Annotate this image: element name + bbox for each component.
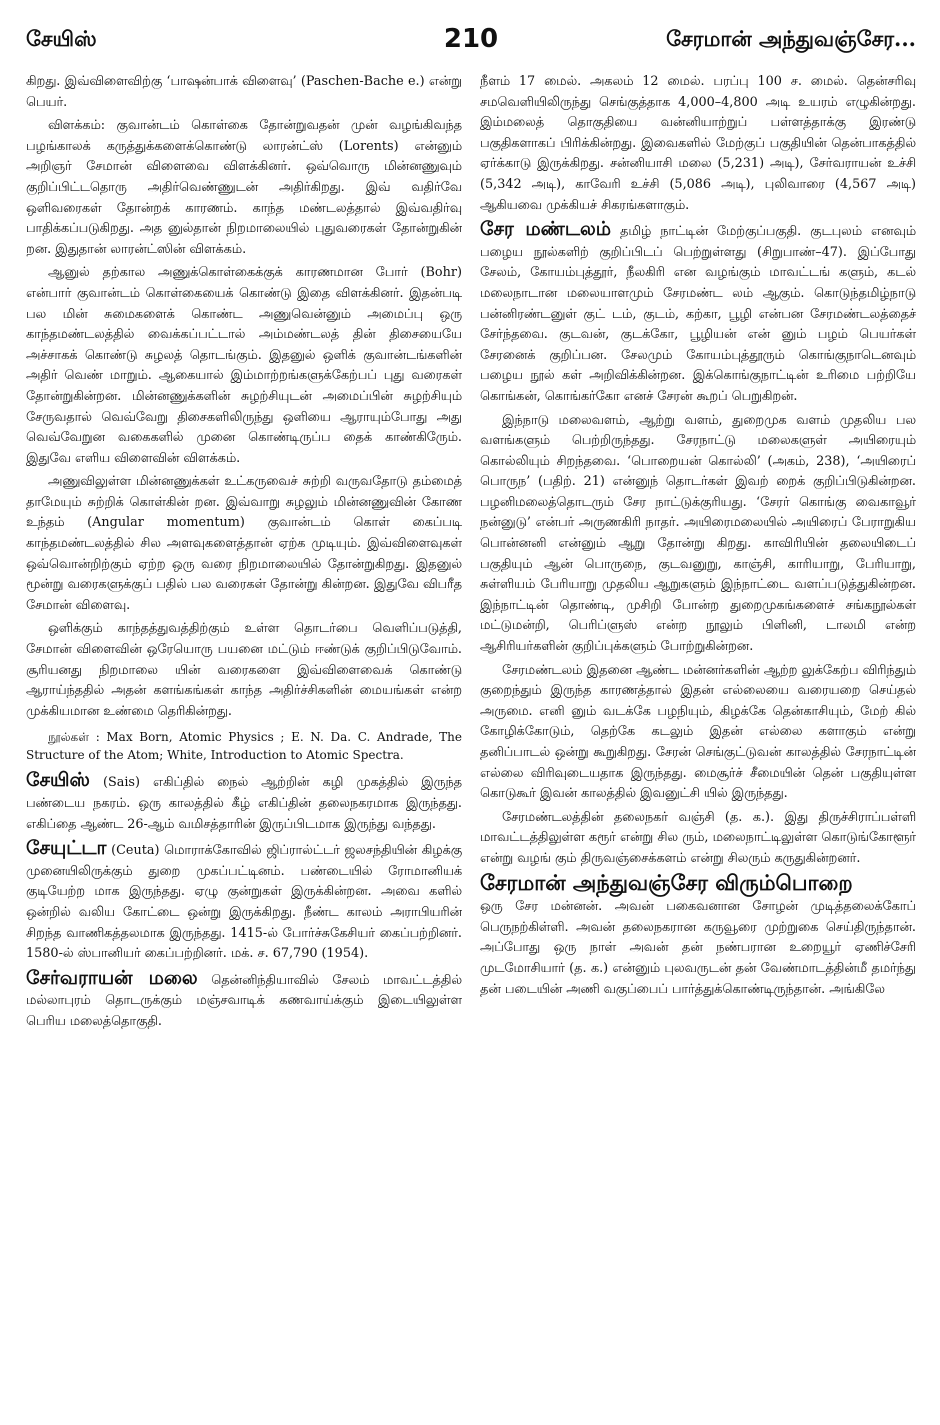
entry-body: ஒரு சேர மன்னன். அவன் பகைவனான சோழன் முடித்தலைக்கோப் பெருநற்கிள்ளி. அவன் தலைநகரான கருவூரை முற்றுகை செய்திருந்தான். அப்போது ஒரு நாள் அவன் தன் நண்பரான உறையூர் ஏணிச்சேரி முடமோசியார் (த. க.) என்னும் புலவருடன் தன் வேண்மாடத்தின்மீ தமர்ந்து தன் படையின் அணி வகுப்பைப் பார்த்துக்கொண்டிருந்தான். அங்கிலே xyxy=(480,899,916,997)
paragraph: சேரமண்டலம் இதனை ஆண்ட மன்னர்களின் ஆற்ற லுக்கேற்ப விரிந்தும் குறைந்தும் இருந்த காரணத்தால் இதன் எல்லையை வரையறை செய்தல் அருமை. எனி னும் வடக்கே பழநியும், கிழக்கே தென்காசியும், மேற் கில் கோழிக்கோடும், தெற்கே கடலும் இதன் எல்லை களாகும் என்று தனிப்பாடல் ஒன்று கூறுகிறது. சேரன் செங்குட்டுவன் காலத்தில் சேரநாட்டின் எல்லை விரிவுடையதாக இருந்தது. மைசூர்ச் சீமையின் தென் பகுதியுள்ள கொடுகூர் இவன் காலத்தில் இவனுட்சி யில் இருந்தது. xyxy=(480,662,916,802)
header-left-keyword: சேயிஸ் xyxy=(26,26,97,51)
paragraph: இந்நாடு மலைவளம், ஆற்று வளம், துறைமுக வளம் முதலிய பல வளங்களும் பெற்றிருந்தது. சேரநாட்டு மலைகளுள் அயிரையும் கொல்லியும் சிறந்தவை. ‘பொறையன் கொல்லி’ (அகம், 238), ‘அயிரைப் பொருந’ (பதிற். 21) என்னுந் தொடர்கள் இவற் றைக் குறிப்பிடுகின்றன. பழனிமலைத்தொடரும் சேர நாட்டுக்குரியது. ‘சேரர் கொங்கு வைகாவூர் நன்னுடு’ என்பர் அருணகிரி நாதர். அயிரைமலையில் அயிரைப் பேராறுகிய பொன்னனி என்னும் ஆறு தோன்று கிறது. காவிரியின் தலையிடைப் பகுதியும் ஆன் பொருநை, குடவனுறு, காஞ்சி, காரியாறு, பேரியாறு, சுள்ளியம் பேரியாறு முதலிய ஆறுகளும் இந்நாட்டை வளப்படுத்துகின்றன. இந்நாட்டின் தொண்டி, முசிறி போன்ற துறைமுகங்களைச் சங்கநூல்கள் மட்டுமன்றி, பெரிப்ளுஸ் என்ற நூலும் பிளினி, டாலமி என்ற ஆசிரியர்களின் குறிப்புக்களும் போற்றுகின்றன. xyxy=(480,412,916,655)
left-column xyxy=(26,72,462,1412)
header-right-keyword: சேரமான் அந்துவஞ்சேர... xyxy=(666,26,916,51)
entry-body: (Ceuta) மொராக்கோவில் ஜிப்ரால்ட்டர் ஜலசந்தியின் கிழக்கு முனையிலிருக்கும் துறை முகப்பட்டினம். பண்டையில் ரோமானியக் குடியேற்ற மாக இருந்தது. ஏழு குன்றுகள் இருக்கின்றன. அவை களில் ஒன்றில் வலிய கோட்டை ஒன்று இருக்கிறது. நீண்ட காலம் அராபியரின் சிறந்த வாணிகத்தலமாக இருந்தது. 1415-ல் போர்ச்சுகேசியர் கைப்பற்றினர். 1580-ல் ஸ்பானியர் கைப்பற்றினர். மக். ச. 67,790 (1954). xyxy=(26,843,462,962)
paragraph: அணுவிலுள்ள மின்னணுக்கள் உட்கருவைச் சுற்றி வருவதோடு தம்மைத் தாமேயும் சுற்றிக் கொள்கின் றன. இவ்வாறு சுழலும் மின்னணுவின் கோண உந்தம் (Angular momentum) குவான்டம் கொள் கைப்படி காந்தமண்டலத்தில் சில அளவுகளைத்தான் ஏற்க முடியும். இவ்விளைவுகள் ஒவ்வொன்றிற்கும் ஏற்ற ஒரு வரை நிறமாலையில் தோன்றுகிறது. இதனுல் மூன்று வரைகளுக்குப் பதில் பல வரைகள் தோன்று கின்றன. இதுவே விபரீத சேமான் விளைவு. xyxy=(26,474,462,613)
paragraph: ஆனுல் தற்கால அணுக்கொள்கைக்குக் காரணமான போர் (Bohr) என்பார் குவான்டம் கொள்கையைக் கொண்டு இதை விளக்கினர். இதன்படி பல மின் சுமைகளைக் கொண்ட அணுவென்னும் அமைப்பு ஒரு காந்தமண்டலத்தில் வைக்கப்பட்டால் அம்மண்டலத் தின் திசையையே அச்சாகக் கொண்டு சுழலத் தொடங்கும். இதனுல் ஒளிக் குவான்டங்களின் அதிர் வெண் மாறும். ஆகையால் இம்மாற்றங்களுக்கேற்பப் புது வரைகள் தோன்றுகின்றன. மின்னணுக்களின் சுழற்சியுடன் அமைப்பின் சுழற்சியும் சேருவதால் வெவ்வேறு திசைகளிலிருந்து ஒளியை ஆராயும்போது அது வெவ்வேறுன வகைகளில் முனை கொண்டிருப்ப தைக் காண்கிருேம். இதுவே எளிய விளைவின் விளக்கம். xyxy=(26,265,462,466)
paragraph: நீளம் 17 மைல். அகலம் 12 மைல். பரப்பு 100 ச. மைல். தென்சரிவு சமவெளியிலிருந்து செங்குத்தாக 4,000–4,800 அடி உயரம் எழுகின்றது. இம்மலைத் தொகுதியை வன்னியாற்றுப் பள்ளத்தாக்கு இரண்டு பகுதிகளாகப் பிரிக்கின்றது. இவைகளில் மேற்குப் பகுதியின் தென்பாகத்தில் ஏர்க்காடு இருக்கிறது. சன்னியாசி மலை (5,231) அடி), சேர்வராயன் உச்சி (5,342 அடி), காவேரி உச்சி (5,086 அடி), புலிவாரை (4,567 அடி) ஆகியவை முக்கியச் சிகரங்களாகும். xyxy=(480,74,916,213)
references: நூல்கள் : Max Born, Atomic Physics ; E. N. Da. C. Andrade, The Structure of the Atom; White, Introduction to Atomic Spectra. xyxy=(26,730,462,763)
entry-sais xyxy=(26,770,462,835)
entry-body: தென்னிந்தியாவில் சேலம் மாவட்டத்தில் மல்லாபுரம் தொடருக்கும் மஞ்சவாடிக் கணவாய்க்கும் இடையிலுள்ள பெரிய மலைத்தொகுதி. xyxy=(26,972,462,1029)
paragraph: சேரமண்டலத்தின் தலைநகர் வஞ்சி (த. க.). இது திருச்சிராப்பள்ளி மாவட்டத்திலுள்ள கரூர் என்று சில ரும், மலைநாட்டிலுள்ள கொடுங்கோளூர் என்று வழங் கும் திருவஞ்சைக்களம் என்று சிலரும் கருதுகின்றனர். xyxy=(480,809,916,866)
paragraph: கிறது. இவ்விளைவிற்கு ‘பாஷன்பாக் விளைவு’ (Paschen-Bache e.) என்று பெயர். xyxy=(26,74,462,110)
entry-body: (Sais) எகிப்தில் நைல் ஆற்றின் கழி முகத்தில் இருந்த பண்டைய நகரம். ஒரு காலத்தில் கீழ் எகிப்தின் தலைநகரமாக இருந்தது. எகிப்தை ஆண்ட 26-ஆம் வமிசத்தாரின் இருப்பிடமாக இருந்து வந்தது. xyxy=(26,775,462,832)
page-header xyxy=(26,8,916,54)
entry-sera-mandalam xyxy=(480,219,916,407)
entry-headword: சேரமான் அந்துவஞ்சேர விரும்பொறை xyxy=(480,869,853,895)
page-number: 210 xyxy=(443,24,499,54)
paragraph: விளக்கம்: குவான்டம் கொள்கை தோன்றுவதன் முன் வழங்கிவந்த பழங்காலக் கருத்துக்களைக்கொண்டு லாரன்ட்ஸ் (Lorents) என்னும் அறிஞர் சேமான் விளைவை விளக்கினர். ஒவ்வொரு மின்னணுவும் குறிப்பிட்டதொரு அதிர்வெண்ணுடன் அதிர்கிறது. இவ் வதிர்வே ஒளிவரைகள் தோன்றக் காரணம். காந்த மண்டலத்தால் இவ்வதிர்வு பாதிக்கப்படுகிறது. அத னுல்தான் நிறமாலையில் புதுவரைகள் தோன்றுகின் றன. இதுதான் லாரன்ட்ஸின் விளக்கம். xyxy=(26,118,462,257)
entry-headword: சேயுட்டா xyxy=(26,837,107,860)
entry-headword: சேர்வராயன் மலை xyxy=(26,966,198,989)
entry-headword: சேயிஸ் xyxy=(26,769,90,792)
entry-headword: சேர மண்டலம் xyxy=(480,218,612,241)
entry-ceuta xyxy=(26,838,462,965)
right-column xyxy=(480,72,916,1412)
paragraph: ஒளிக்கும் காந்தத்துவத்திற்கும் உள்ள தொடர்பை வெளிப்படுத்தி, சேமான் விளைவின் ஒரேயொரு பயனை மட்டும் ஈண்டுக் குறிப்பிடுவோம். சூரியனது நிறமாலை யின் வரைகளை இவ்விளைவைக் கொண்டு ஆராய்ந்ததில் அதன் களங்கங்கள் காந்த அதிர்ச்சிகளின் மையங்கள் என்ற முக்கியமான உண்மை தெரிகின்றது. xyxy=(26,621,462,719)
entry-servarayan xyxy=(26,968,462,1033)
entry-body: தமிழ் நாட்டின் மேற்குப்பகுதி. குடபுலம் எனவும் பழைய நூல்களிற் குறிப்பிடப் பெற்றுள்ளது (சிறுபாண்–47). இப்போது சேலம், கோயம்புத்தூர், நீலகிரி என வழங்கும் மாவட்டங் களும், கடல் மலைநாடான மலையாளமும் சேரமண்ட லம் ஆகும். கொடுந்தமிழ்நாடு பன்னிரண்டனுள் குட் டம், குடம், கற்கா, பூழி என்பன சேரமண்டலத்தைச் சேர்ந்தவை. குடவன், குடக்கோ, பூழியன் என் னும் பழம் பெயர்கள் சேரனைக் குறிப்பன. சேலமும் கோயம்புத்தூரும் கொங்குநாடெனவும் பழைய நூல் கள் அறிவிக்கின்றன. இக்கொங்குநாட்டின் உரிமை பற்றியே கொங்கன், கொங்கர்கோ எனச் சேரன் கூறப் பெறுகிறன். xyxy=(480,224,916,404)
entry-cheraman xyxy=(480,869,916,1001)
